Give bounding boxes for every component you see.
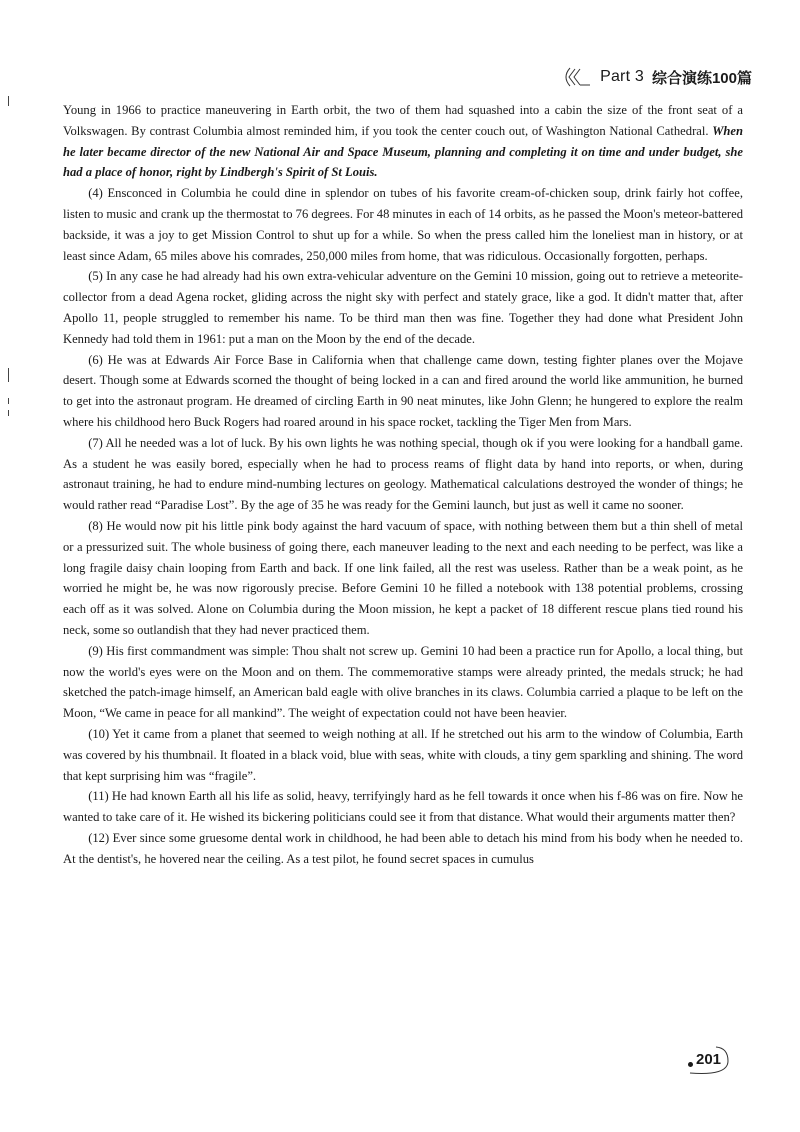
- margin-mark: [8, 368, 9, 382]
- margin-mark: [8, 410, 9, 416]
- paragraph-9: (9) His first commandment was simple: Thou shalt not screw up. Gemini 10 had been a practice run for Apollo, a local thing, but now the world's eyes were on the Moon and on them. The commemorative stamps were already printed, the medals struck; he had sketched the patch-image himself, an American bald eagle with olive branches in its claws. Columbia carried a plaque to be left on the Moon, “We came in peace for all mankind”. The weight of expectation could not have been heavier.: [63, 643, 743, 721]
- paragraph-4: (4) Ensconced in Columbia he could dine in splendor on tubes of his favorite cream-of-chicken soup, drink fairly hot coffee, listen to music and crank up the thermostat to 76 degrees. For 48 minutes in each of 14 orbits, as he passed the Moon's meteor-battered backside, it was a joy to get Mission Control to shut up for a while. So when the press called him the loneliest man in history, or at least since Adam, 65 miles above his comrades, 250,000 miles from home, that was ridiculous. Occasionally forgotten, perhaps.: [63, 186, 743, 263]
- article-body: [63, 100, 743, 869]
- paragraph-text: Young in 1966 to practice maneuvering in Earth orbit, the two of them had squashed into a cabin the size of the front seat of a Volkswagen. By contrast Columbia almost reminded him, if you took the center couch out, of Washington National Cathedral.: [63, 103, 743, 138]
- part-label: Part 3: [600, 68, 644, 85]
- chevron-arc-icon: [560, 66, 592, 88]
- paragraph-10: (10) Yet it came from a planet that seemed to weigh nothing at all. If he stretched out his arm to the window of Columbia, Earth was covered by his thumbnail. It floated in a black void, blue with seas, white with clouds, a tiny gem sparkling and shining. The word that kept surprising him was “fragile”.: [63, 726, 743, 783]
- paragraph-11: (11) He had known Earth all his life as solid, heavy, terrifyingly hard as he fell towards it once when his f-86 was on fire. Now he wanted to take care of it. He wished its bickering politicians could see it from that distance. What would their arguments matter then?: [63, 789, 743, 825]
- paragraph-8: (8) He would now pit his little pink body against the hard vacuum of space, with nothing between them but a thin shell of metal or a pressurized suit. The whole business of going there, each maneuver leading to the next and each needing to be perfect, was like a long fragile daisy chain looping from Earth and back. If one link failed, all the rest was useless. Rather than be a weak point, as he worried he might be, he was now rigorously precise. Before Gemini 10 he filled a notebook with 138 potential problems, crossing each off as it was solved. Alone on Columbia during the Moon mission, he kept a packet of 18 different rescue plans tied round his neck, some so outlandish that they had never practiced them.: [63, 518, 743, 637]
- margin-mark: [8, 398, 9, 404]
- paragraph-continued: [63, 100, 743, 183]
- emphasized-sentence: When he later became director of the new National Air and Space Museum, planning and completing it on time and under budget, she had a place of honor, right by Lindbergh's Spirit of St Louis.: [63, 123, 743, 180]
- paragraph-12: (12) Ever since some gruesome dental work in childhood, he had been able to detach his mind from his body when he needed to. At the dentist's, he hovered near the ceiling. As a test pilot, he found secret spaces in cumulus: [63, 830, 743, 866]
- margin-mark: [8, 96, 9, 106]
- page-number: 201: [696, 1051, 722, 1068]
- paragraph-7: (7) All he needed was a lot of luck. By his own lights he was nothing special, though ok if you were looking for a handball game. As a student he was easily bored, especially when he had to process reams of flight data by hand into reports, or when, during astronaut training, he had to endure mind-numbing lectures on geology. Mathematical calculations destroyed the wonder of things; he would rather read “Paradise Lost”. By the age of 35 he was ready for the Gemini launch, but just as well it came no sooner.: [63, 435, 743, 513]
- running-header: [560, 66, 752, 88]
- paragraph-6: (6) He was at Edwards Air Force Base in California when that challenge came down, testing fighter planes over the Mojave desert. Though some at Edwards scorned the thought of being locked in a can and fired around the world like ammunition, he burned to get into the astronaut program. He dreamed of circling Earth in 90 neat minutes, like John Glenn; he hungered to explore the realm where his childhood hero Buck Rogers had roared around in his space rocket, tackling the Tiger Men from Mars.: [63, 352, 743, 429]
- page-number-badge: [682, 1046, 732, 1076]
- page-dot-icon: [688, 1062, 693, 1067]
- paragraph-5: (5) In any case he had already had his own extra-vehicular adventure on the Gemini 10 mission, going out to retrieve a meteorite-collector from a dead Agena rocket, gliding across the night sky with perfect and stately grace, like a god. It didn't matter that, after Apollo 11, people struggled to remember his name. To be third man then was fine. Together they had done what President John Kennedy had told them in 1961: put a man on the Moon by the end of the decade.: [63, 269, 743, 346]
- section-title: 综合演练100篇: [651, 69, 752, 87]
